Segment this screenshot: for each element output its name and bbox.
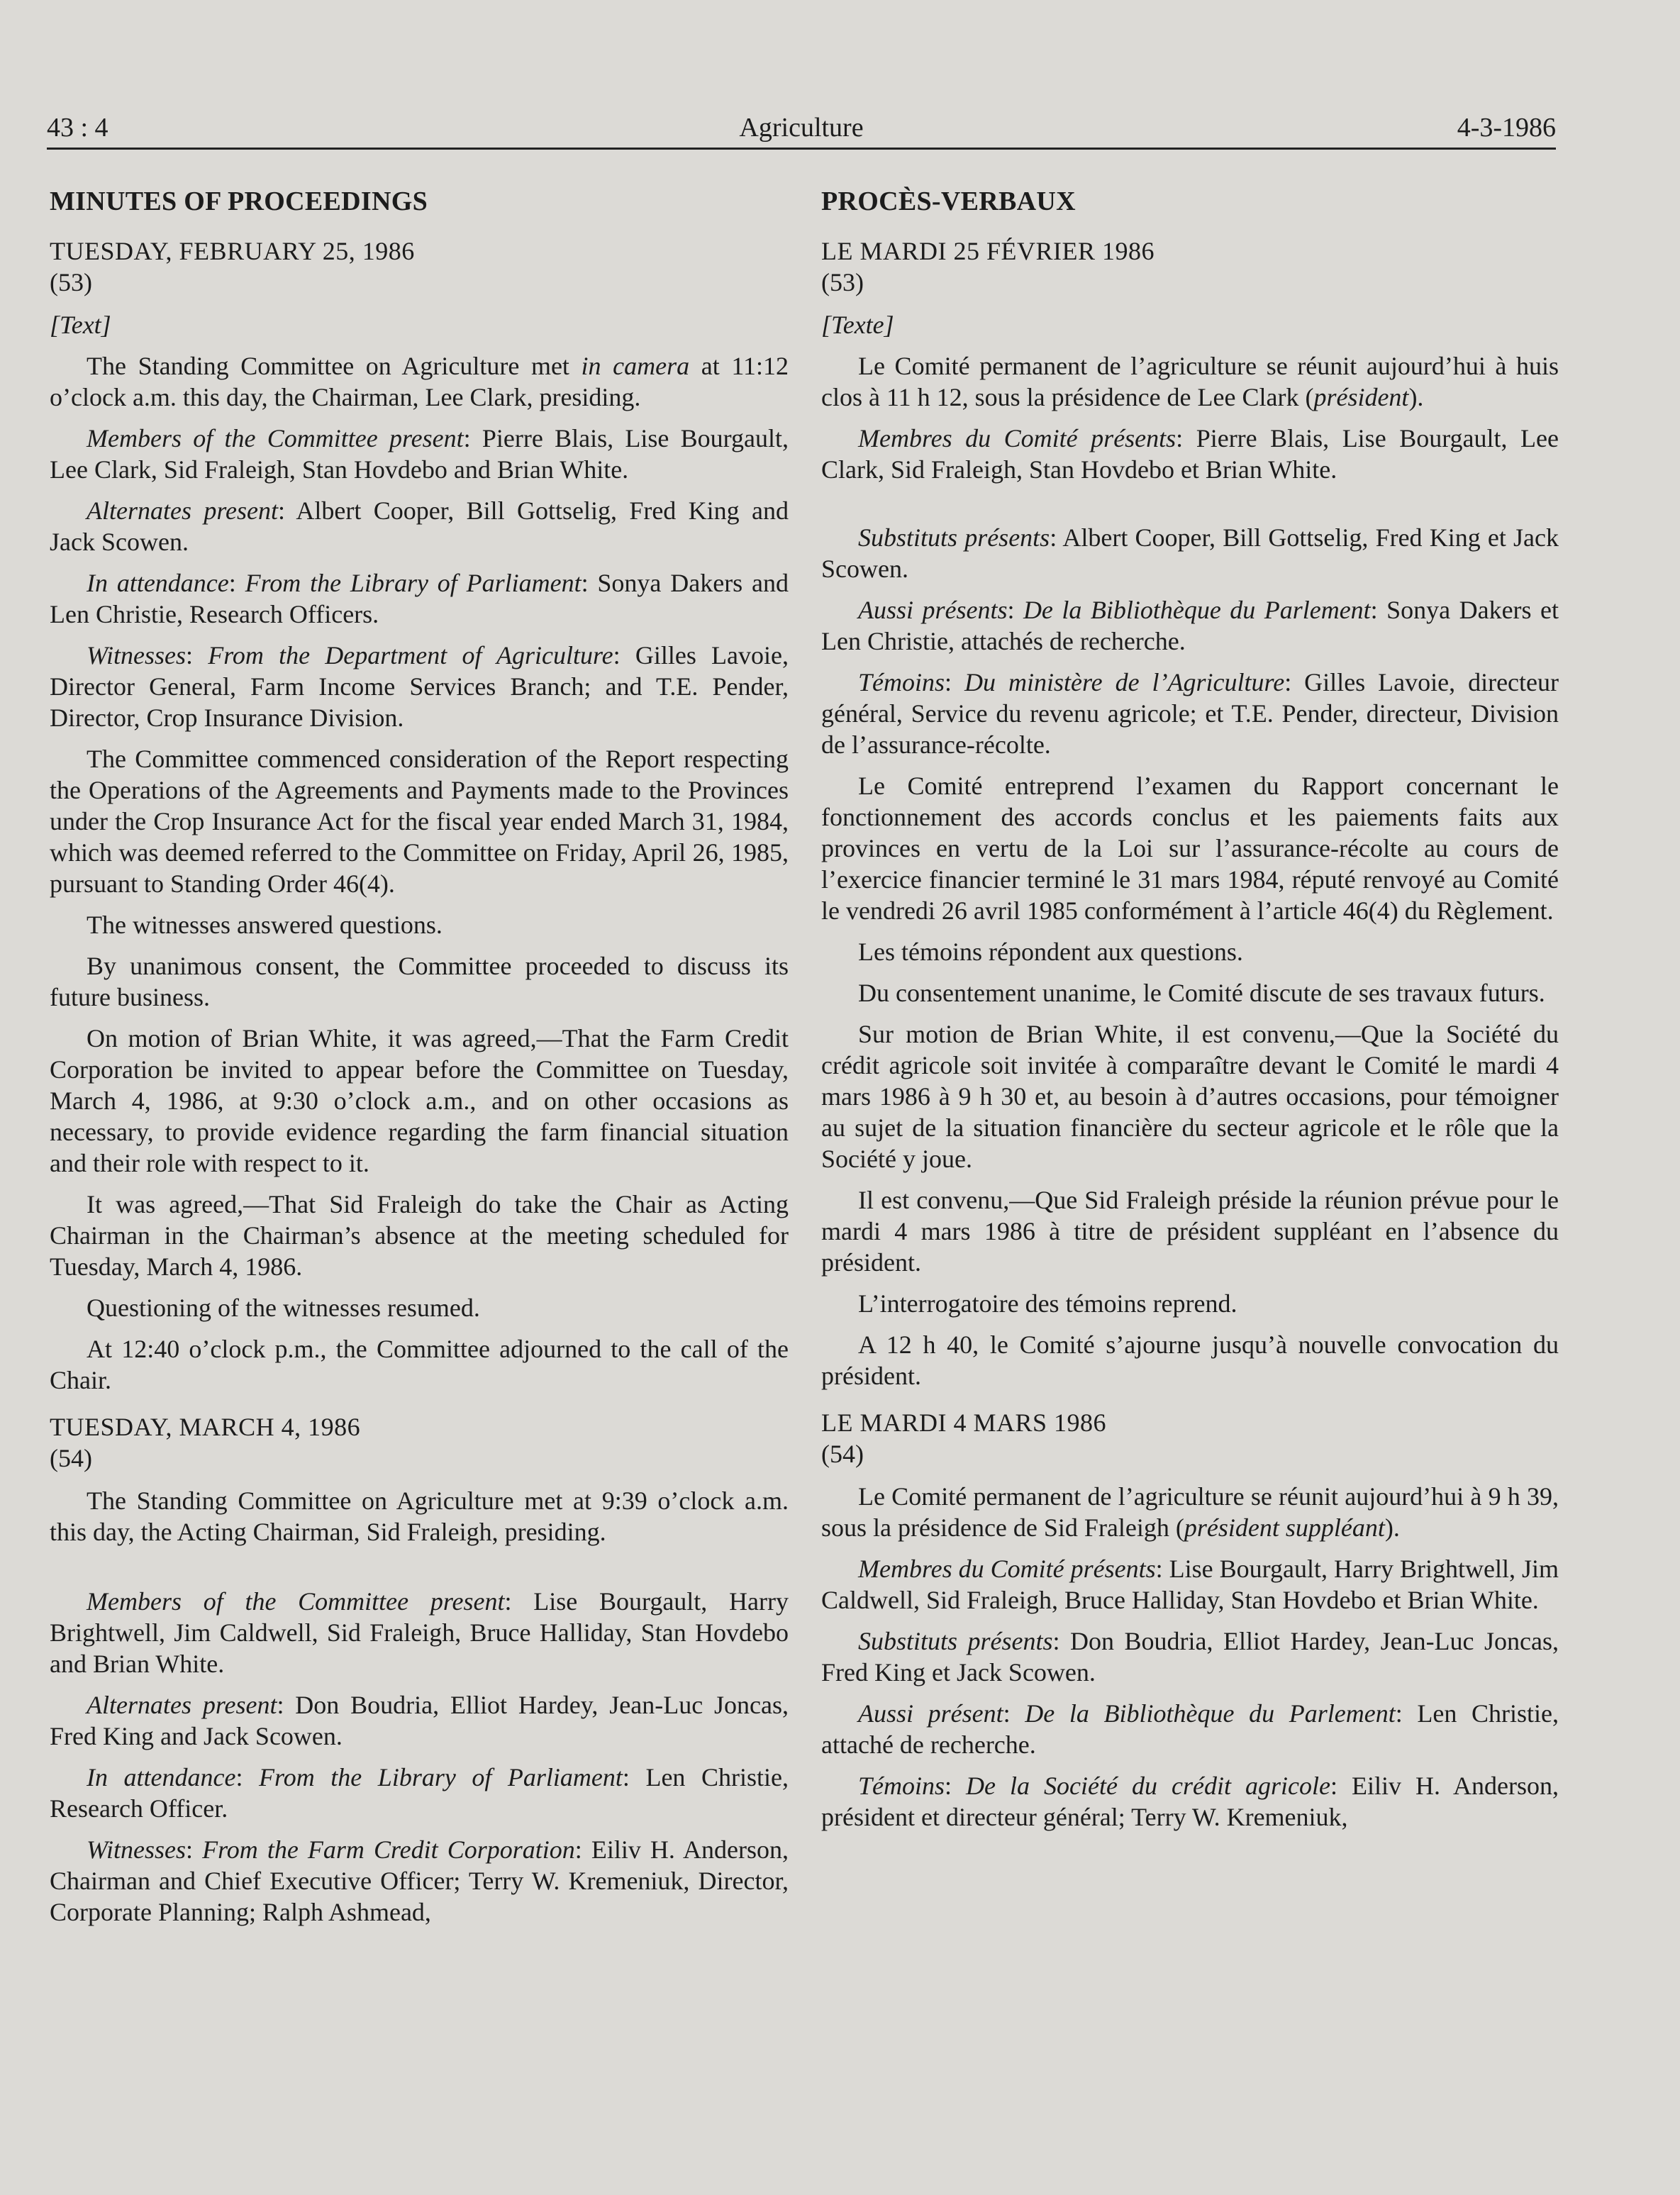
meeting-number: (54) <box>50 1444 92 1472</box>
alternates-paragraph: Substituts présents: Albert Cooper, Bill Gottselig, Fred King et Jack Scowen. <box>821 523 1559 583</box>
attendance-paragraph: Aussi présent: De la Bibliothèque du Parlement: Len Christie, attaché de recherche. <box>821 1699 1559 1759</box>
opening-paragraph: The Standing Committee on Agriculture met at 9:39 o’clock a.m. this day, the Acting Chairman, Sid Fraleigh, presiding. <box>50 1487 789 1546</box>
members-paragraph: Members of the Committee present: Pierre Blais, Lise Bourgault, Lee Clark, Sid Fraleigh, Stan Hovdebo and Brian White. <box>50 424 789 484</box>
french-column <box>821 186 1559 1843</box>
meeting-number: (53) <box>50 268 92 296</box>
meeting-date: LE MARDI 4 MARS 1986 <box>821 1408 1107 1437</box>
meeting-date: LE MARDI 25 FÉVRIER 1986 <box>821 237 1155 265</box>
opening-paragraph: Le Comité permanent de l’agriculture se réunit aujourd’hui à 9 h 39, sous la présidence de Sid Fraleigh (président suppléant). <box>821 1482 1559 1542</box>
body-paragraph: Les témoins répondent aux questions. <box>858 938 1243 966</box>
body-paragraph: At 12:40 o’clock p.m., the Committee adjourned to the call of the Chair. <box>50 1335 789 1394</box>
body-paragraph: A 12 h 40, le Comité s’ajourne jusqu’à nouvelle convocation du président. <box>821 1330 1559 1390</box>
body-paragraph: On motion of Brian White, it was agreed,—That the Farm Credit Corporation be invited to appear before the Committee on Tuesday, March 4, 1986, at 9:30 o’clock a.m., and on other occasions as necessary, to provide evidence regarding the farm financial situation and their role with respect to it. <box>50 1024 789 1177</box>
alternates-paragraph: Substituts présents: Don Boudria, Elliot Hardey, Jean-Luc Joncas, Fred King et Jack Scowen. <box>821 1627 1559 1686</box>
members-paragraph: Members of the Committee present: Lise Bourgault, Harry Brightwell, Jim Caldwell, Sid Fraleigh, Bruce Halliday, Stan Hovdebo and Brian White. <box>50 1587 789 1678</box>
alternates-paragraph: Alternates present: Albert Cooper, Bill Gottselig, Fred King and Jack Scowen. <box>50 496 789 556</box>
body-paragraph: Sur motion de Brian White, il est convenu,—Que la Société du crédit agricole soit invitée à comparaître devant le Comité le mardi 4 mars 1986 à 9 h 30 et, au besoin à d’autres occasions, pour témoigner au sujet de la situation financière du secteur agricole et le rôle que la Société y joue. <box>821 1020 1559 1173</box>
minutes-heading: PROCÈS-VERBAUX <box>821 187 1076 216</box>
english-column <box>50 186 789 1938</box>
attendance-paragraph: In attendance: From the Library of Parliament: Len Christie, Research Officer. <box>50 1763 789 1823</box>
meeting-number: (54) <box>821 1440 864 1468</box>
meeting-number: (53) <box>821 268 864 296</box>
body-paragraph: Questioning of the witnesses resumed. <box>87 1294 480 1322</box>
body-paragraph: By unanimous consent, the Committee proceeded to discuss its future business. <box>50 952 789 1011</box>
witnesses-paragraph: Témoins: Du ministère de l’Agriculture: Gilles Lavoie, directeur général, Service du revenu agricole; et T.E. Pender, directeur, Division de l’assurance-récolte. <box>821 668 1559 759</box>
witnesses-paragraph: Witnesses: From the Farm Credit Corporation: Eiliv H. Anderson, Chairman and Chief Executive Officer; Terry W. Kremeniuk, Director, Corporate Planning; Ralph Ashmead, <box>50 1835 789 1926</box>
page-number: 43 : 4 <box>47 113 109 143</box>
body-paragraph: The Committee commenced consideration of the Report respecting the Operations of the Agreements and Payments made to the Provinces under the Crop Insurance Act for the fiscal year ended March 31, 1984, which was deemed referred to the Committee on Friday, April 26, 1985, pursuant to Standing Order 46(4). <box>50 745 789 898</box>
text-marker: [Text] <box>50 311 111 339</box>
alternates-paragraph: Alternates present: Don Boudria, Elliot Hardey, Jean-Luc Joncas, Fred King and Jack Scowen. <box>50 1691 789 1750</box>
body-paragraph: Le Comité entreprend l’examen du Rapport concernant le fonctionnement des accords conclus et les paiements faits aux provinces en vertu de la Loi sur l’assurance-récolte au cours de l’exercice financier terminé le 31 mars 1984, réputé renvoyé au Comité le vendredi 26 avril 1985 conformément à l’article 46(4) du Règlement. <box>821 772 1559 925</box>
body-paragraph: The witnesses answered questions. <box>87 911 443 939</box>
running-title: Agriculture <box>739 113 864 143</box>
minutes-heading: MINUTES OF PROCEEDINGS <box>50 187 428 216</box>
attendance-paragraph: Aussi présents: De la Bibliothèque du Parlement: Sonya Dakers et Len Christie, attachés de recherche. <box>821 596 1559 655</box>
opening-paragraph: Le Comité permanent de l’agriculture se réunit aujourd’hui à huis clos à 11 h 12, sous la présidence de Lee Clark (président). <box>821 352 1559 411</box>
members-paragraph: Membres du Comité présents: Pierre Blais, Lise Bourgault, Lee Clark, Sid Fraleigh, Stan Hovdebo et Brian White. <box>821 424 1559 484</box>
body-paragraph: L’interrogatoire des témoins reprend. <box>858 1289 1237 1318</box>
meeting-date: TUESDAY, FEBRUARY 25, 1986 <box>50 237 415 265</box>
header-date: 4-3-1986 <box>1457 113 1556 143</box>
witnesses-paragraph: Témoins: De la Société du crédit agricole: Eiliv H. Anderson, président et directeur général; Terry W. Kremeniuk, <box>821 1772 1559 1831</box>
body-paragraph: It was agreed,—That Sid Fraleigh do take the Chair as Acting Chairman in the Chairman’s absence at the meeting scheduled for Tuesday, March 4, 1986. <box>50 1190 789 1281</box>
opening-paragraph: The Standing Committee on Agriculture met in camera at 11:12 o’clock a.m. this day, the Chairman, Lee Clark, presiding. <box>50 352 789 411</box>
witnesses-paragraph: Witnesses: From the Department of Agriculture: Gilles Lavoie, Director General, Farm Income Services Branch; and T.E. Pender, Director, Crop Insurance Division. <box>50 641 789 732</box>
body-paragraph: Il est convenu,—Que Sid Fraleigh préside la réunion prévue pour le mardi 4 mars 1986 à titre de président suppléant en l’absence du président. <box>821 1186 1559 1277</box>
page-header <box>47 106 1556 148</box>
text-marker: [Texte] <box>821 311 894 339</box>
meeting-date: TUESDAY, MARCH 4, 1986 <box>50 1413 361 1441</box>
members-paragraph: Membres du Comité présents: Lise Bourgault, Harry Brightwell, Jim Caldwell, Sid Fraleigh, Bruce Halliday, Stan Hovdebo et Brian White. <box>821 1555 1559 1614</box>
header-rule <box>47 148 1556 150</box>
attendance-paragraph: In attendance: From the Library of Parliament: Sonya Dakers and Len Christie, Research Officers. <box>50 569 789 628</box>
body-paragraph: Du consentement unanime, le Comité discute de ses travaux futurs. <box>858 979 1545 1007</box>
